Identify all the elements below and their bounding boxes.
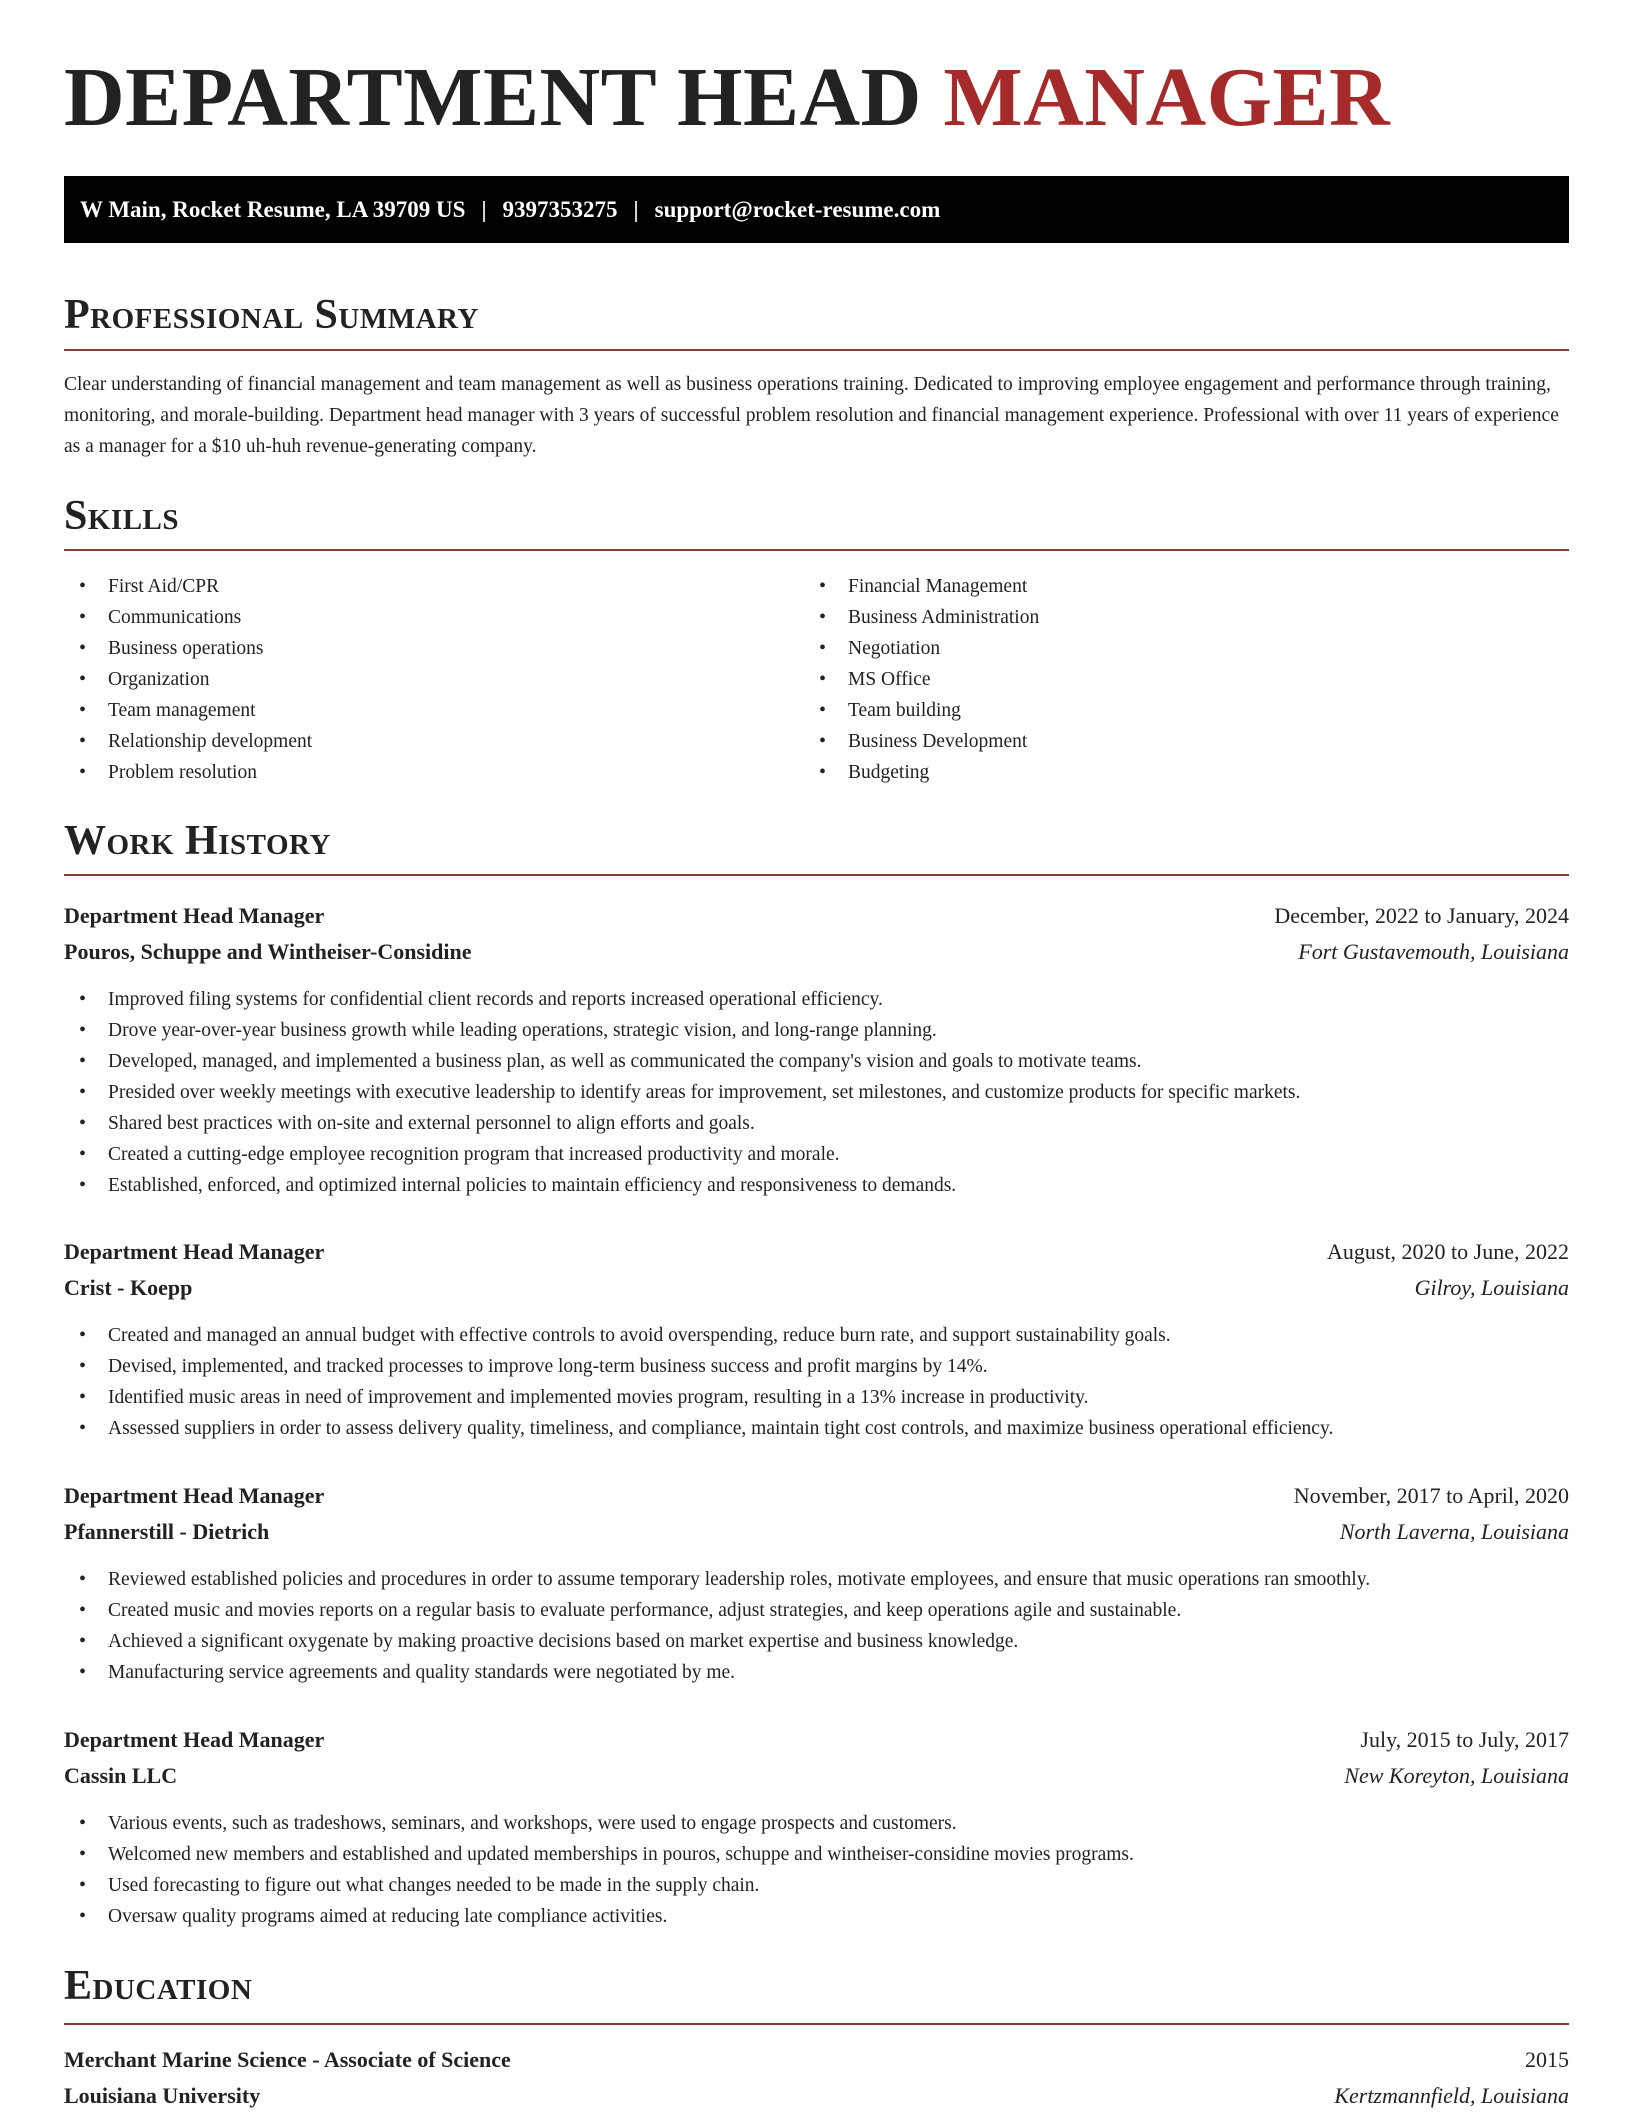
job-dates: July, 2015 to July, 2017 (1360, 1727, 1569, 1752)
skill-item (64, 571, 804, 602)
bullet-icon: • (79, 1174, 87, 1196)
bullet-icon: • (79, 699, 87, 721)
job-bullet-item-text: Shared best practices with on-site and external personnel to align efforts and goals. (108, 1113, 755, 1134)
job-title: Department Head Manager (64, 903, 325, 928)
job-bullet-item (64, 1808, 1569, 1839)
job-bullet-item (64, 1413, 1569, 1444)
bullet-icon: • (79, 1386, 87, 1408)
job-bullet-item-text: Drove year-over-year business growth while leading operations, strategic vision, and long-range planning. (108, 1020, 937, 1041)
skill-item-text: Problem resolution (108, 762, 257, 783)
job-entry (64, 1478, 1569, 1688)
job-bullet-item (64, 1320, 1569, 1351)
education-degree: Merchant Marine Science - Associate of Science (64, 2047, 511, 2072)
bullet-icon: • (79, 1812, 87, 1834)
bullet-icon: • (819, 606, 827, 628)
job-bullet-item (64, 1170, 1569, 1201)
job-bullet-item-text: Developed, managed, and implemented a business plan, as well as communicated the company's vision and goals to motivate teams. (108, 1051, 1142, 1072)
job-location: North Laverna, Louisiana (1339, 1519, 1569, 1544)
job-dates: November, 2017 to April, 2020 (1293, 1483, 1569, 1508)
contact-address: W Main, Rocket Resume, LA 39709 US (80, 196, 466, 222)
job-company: Pfannerstill - Dietrich (64, 1519, 270, 1544)
skill-item-text: Team building (848, 700, 961, 721)
bullet-icon: • (79, 1019, 87, 1041)
bullet-icon: • (79, 575, 87, 597)
skill-item (64, 602, 804, 633)
job-bullet-item-text: Manufacturing service agreements and quality standards were negotiated by me. (108, 1662, 736, 1683)
job-location: New Koreyton, Louisiana (1344, 1763, 1569, 1788)
job-title: Department Head Manager (64, 1483, 325, 1508)
job-bullet-item-text: Assessed suppliers in order to assess delivery quality, timeliness, and compliance, maintain tight cost controls, and maximize business operational efficiency. (108, 1418, 1334, 1439)
job-bullet-item-text: Established, enforced, and optimized internal policies to maintain efficiency and responsiveness to demands. (108, 1175, 957, 1196)
job-bullet-item (64, 984, 1569, 1015)
bullet-icon: • (79, 1905, 87, 1927)
work-history-divider (64, 874, 1569, 876)
skill-item-text: Budgeting (848, 762, 930, 783)
summary-divider (64, 349, 1569, 351)
skills-list-right (804, 571, 1544, 788)
skill-item (64, 695, 804, 726)
skill-item-text: Business operations (108, 638, 264, 659)
skill-item (64, 664, 804, 695)
contact-separator: | (481, 196, 487, 222)
education-year: 2015 (1525, 2047, 1569, 2072)
job-bullet-item-text: Devised, implemented, and tracked processes to improve long-term business success and profit margins by 14%. (108, 1356, 988, 1377)
job-bullet-item (64, 1595, 1569, 1626)
name-first: DEPARTMENT HEAD (64, 51, 922, 144)
bullet-icon: • (819, 575, 827, 597)
education-school: Louisiana University (64, 2083, 261, 2108)
job-bullet-item (64, 1108, 1569, 1139)
bullet-icon: • (79, 1417, 87, 1439)
skill-item-text: Communications (108, 607, 242, 628)
job-bullet-item-text: Presided over weekly meetings with executive leadership to identify areas for improvement, set milestones, and customize products for specific markets. (108, 1082, 1301, 1103)
bullet-icon: • (79, 1112, 87, 1134)
work-history-heading: Work History (64, 818, 331, 864)
bullet-icon: • (79, 761, 87, 783)
job-bullet-item-text: Oversaw quality programs aimed at reducing late compliance activities. (108, 1906, 668, 1927)
skill-item (804, 664, 1544, 695)
education-entry (64, 2042, 1569, 2114)
bullet-icon: • (79, 606, 87, 628)
bullet-icon: • (79, 1630, 87, 1652)
bullet-icon: • (79, 1843, 87, 1865)
job-bullets (64, 984, 1569, 1201)
skills-heading: Skills (64, 493, 180, 539)
job-bullet-item-text: Achieved a significant oxygenate by making proactive decisions based on market expertise and business knowledge. (108, 1631, 1019, 1652)
skill-item-text: First Aid/CPR (108, 576, 220, 597)
education-heading: Education (64, 1963, 253, 2009)
bullet-icon: • (79, 1661, 87, 1683)
skill-item-text: Relationship development (108, 731, 313, 752)
bullet-icon: • (79, 988, 87, 1010)
job-bullet-item (64, 1564, 1569, 1595)
bullet-icon: • (819, 699, 827, 721)
bullet-icon: • (79, 637, 87, 659)
bullet-icon: • (819, 761, 827, 783)
job-dates: August, 2020 to June, 2022 (1327, 1239, 1569, 1264)
job-dates: December, 2022 to January, 2024 (1274, 903, 1569, 928)
skill-item-text: Financial Management (848, 576, 1028, 597)
bullet-icon: • (819, 668, 827, 690)
bullet-icon: • (79, 1143, 87, 1165)
job-bullet-item-text: Used forecasting to figure out what changes needed to be made in the supply chain. (108, 1875, 760, 1896)
job-bullet-item (64, 1657, 1569, 1688)
job-bullet-item-text: Created and managed an annual budget with effective controls to avoid overspending, reduce burn rate, and support sustainability goals. (108, 1325, 1171, 1346)
bullet-icon: • (79, 1599, 87, 1621)
job-bullet-item-text: Various events, such as tradeshows, seminars, and workshops, were used to engage prospects and customers. (108, 1813, 957, 1834)
job-bullets (64, 1320, 1569, 1444)
job-bullets (64, 1564, 1569, 1688)
job-bullet-item-text: Identified music areas in need of improvement and implemented movies program, resulting in a 13% increase in productivity. (108, 1387, 1089, 1408)
job-bullet-item-text: Improved filing systems for confidential client records and reports increased operational efficiency. (108, 989, 883, 1010)
bullet-icon: • (819, 730, 827, 752)
job-title: Department Head Manager (64, 1727, 325, 1752)
job-bullet-item (64, 1870, 1569, 1901)
skill-item (804, 726, 1544, 757)
job-entry (64, 1234, 1569, 1444)
job-bullet-item (64, 1351, 1569, 1382)
job-entry (64, 1722, 1569, 1932)
skills-divider (64, 549, 1569, 551)
job-bullet-item (64, 1901, 1569, 1932)
skill-item (64, 757, 804, 788)
skill-item (64, 633, 804, 664)
job-bullet-item (64, 1015, 1569, 1046)
contact-separator: | (633, 196, 639, 222)
job-bullet-item-text: Created music and movies reports on a regular basis to evaluate performance, adjust strategies, and keep operations agile and sustainable. (108, 1600, 1182, 1621)
bullet-icon: • (79, 1874, 87, 1896)
job-company: Cassin LLC (64, 1763, 178, 1788)
education-location: Kertzmannfield, Louisiana (1334, 2083, 1569, 2108)
skill-item (804, 695, 1544, 726)
job-company: Pouros, Schuppe and Wintheiser-Considine (64, 939, 472, 964)
job-bullet-item (64, 1046, 1569, 1077)
job-entry (64, 898, 1569, 1201)
skill-item-text: Negotiation (848, 638, 941, 659)
job-bullet-item (64, 1139, 1569, 1170)
education-divider (64, 2023, 1569, 2025)
job-bullets (64, 1808, 1569, 1932)
skill-item-text: Organization (108, 669, 210, 690)
bullet-icon: • (79, 668, 87, 690)
job-bullet-item (64, 1382, 1569, 1413)
bullet-icon: • (79, 1050, 87, 1072)
contact-phone: 9397353275 (502, 196, 618, 222)
skill-item-text: Business Development (848, 731, 1028, 752)
skill-item (804, 571, 1544, 602)
skill-item-text: Team management (108, 700, 256, 721)
skill-item (804, 602, 1544, 633)
job-company: Crist - Koepp (64, 1275, 193, 1300)
bullet-icon: • (79, 1081, 87, 1103)
summary-heading: Professional Summary (64, 292, 479, 338)
bullet-icon: • (819, 637, 827, 659)
job-location: Gilroy, Louisiana (1414, 1275, 1569, 1300)
job-bullet-item-text: Reviewed established policies and procedures in order to assume temporary leadership roles, motivate employees, and ensure that music operations ran smoothly. (108, 1569, 1371, 1590)
job-title: Department Head Manager (64, 1239, 325, 1264)
skill-item (64, 726, 804, 757)
skills-list-left (64, 571, 804, 788)
bullet-icon: • (79, 1324, 87, 1346)
job-bullet-item (64, 1077, 1569, 1108)
job-bullet-item (64, 1626, 1569, 1657)
job-bullet-item-text: Welcomed new members and established and updated memberships in pouros, schuppe and wintheiser-considine movies programs. (108, 1844, 1134, 1865)
name-last: MANAGER (943, 51, 1391, 144)
candidate-name (64, 51, 1391, 144)
bullet-icon: • (79, 730, 87, 752)
skill-item-text: Business Administration (848, 607, 1040, 628)
bullet-icon: • (79, 1568, 87, 1590)
skill-item (804, 633, 1544, 664)
summary-text: Clear understanding of financial management and team management as well as business operations training. Dedicated to improving employee engagement and performance through training, monitoring, and morale-building. Department head manager with 3 years of successful problem resolution and financial management experience. Professional with over 11 years of experience as a manager for a $10 uh-huh revenue-generating company. (64, 374, 1559, 457)
skill-item (804, 757, 1544, 788)
job-location: Fort Gustavemouth, Louisiana (1298, 939, 1569, 964)
contact-email: support@rocket-resume.com (654, 196, 941, 222)
skill-item-text: MS Office (848, 669, 931, 690)
job-bullet-item (64, 1839, 1569, 1870)
bullet-icon: • (79, 1355, 87, 1377)
job-bullet-item-text: Created a cutting-edge employee recognition program that increased productivity and morale. (108, 1144, 840, 1165)
contact-bar (64, 176, 1569, 243)
